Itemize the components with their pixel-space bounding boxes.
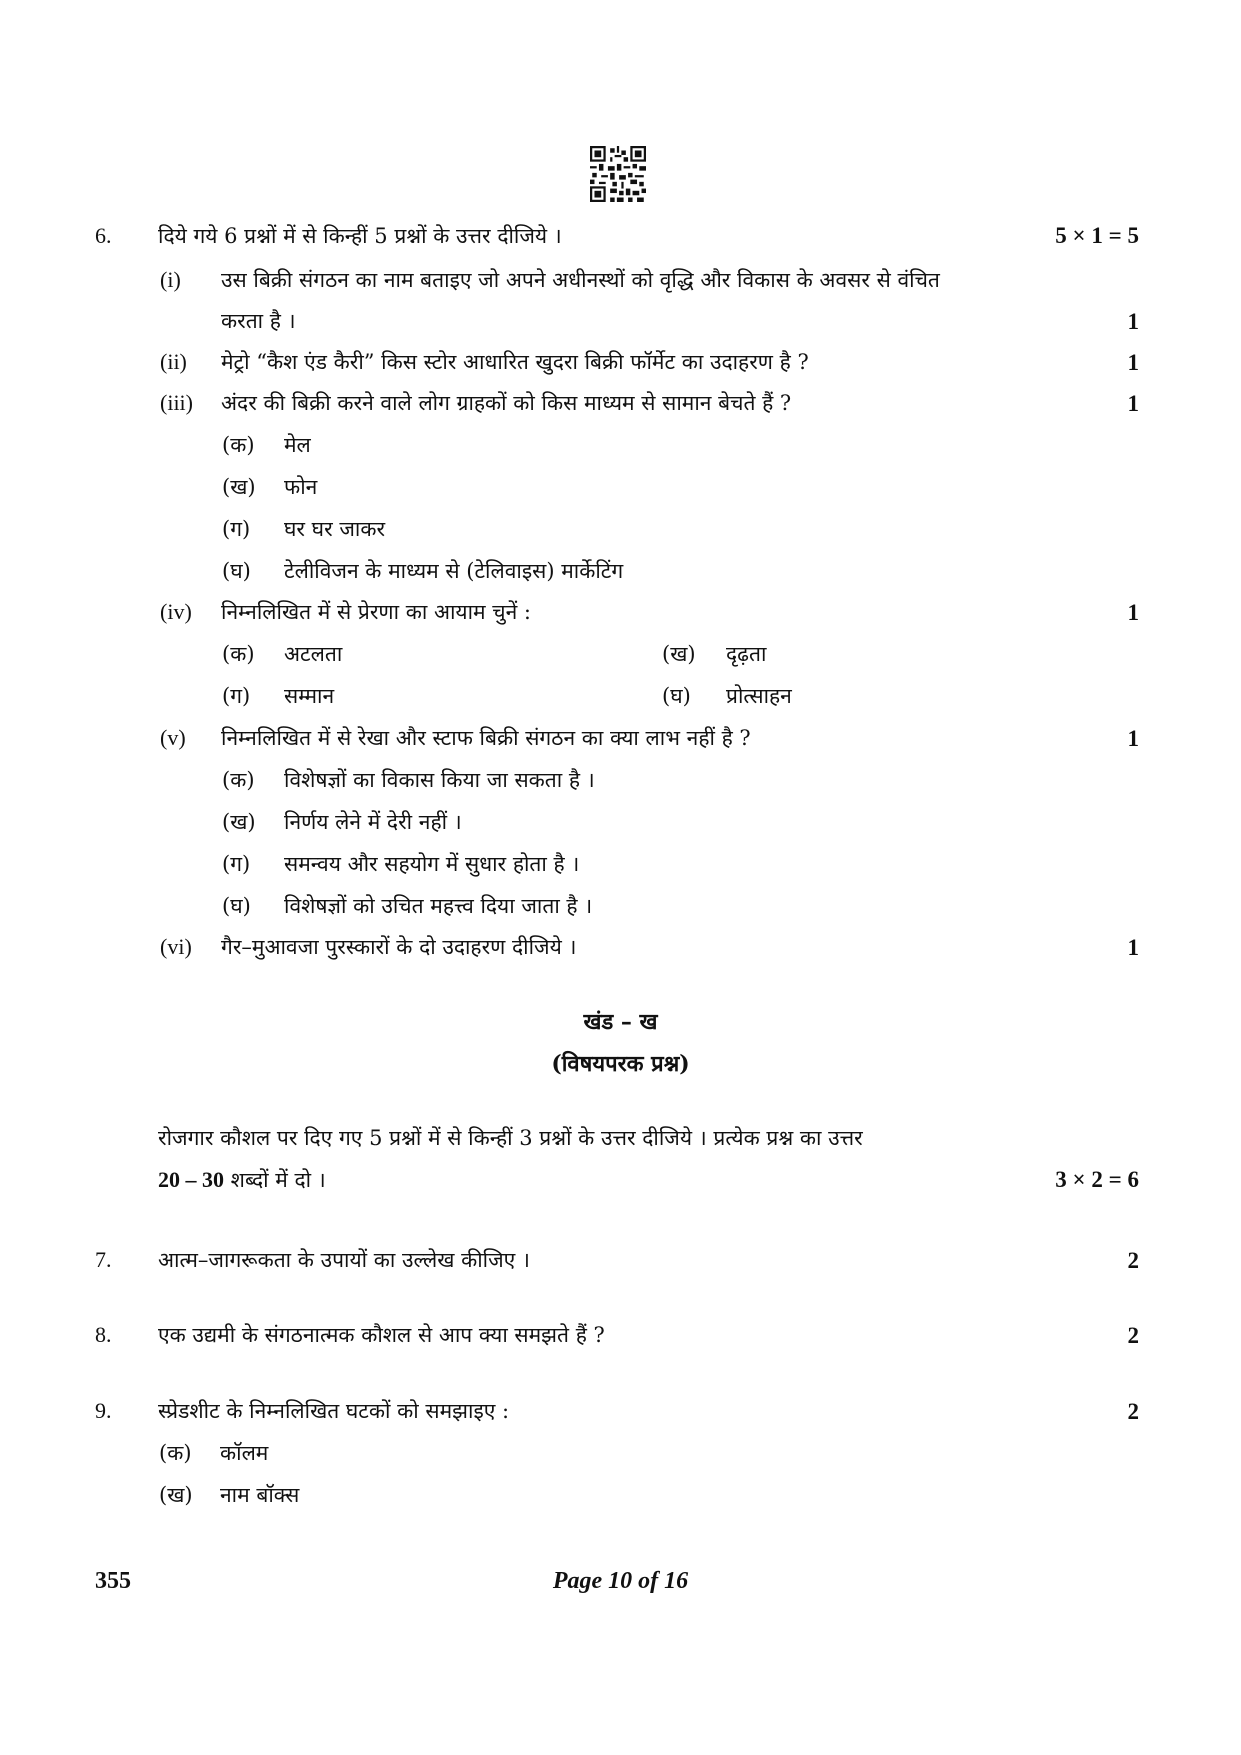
option-text: टेलीविजन के माध्यम से (टेलिवाइस) मार्केटिंग [284,559,624,583]
question-marks: 2 [1127,1323,1139,1348]
sub-question-label: (ii) [160,349,187,374]
question-marks: 2 [1127,1248,1139,1273]
option-text: कॉलम [220,1441,269,1465]
option-label: (ख) [222,475,256,499]
page-number: Page 10 of 16 [552,1568,689,1594]
section-subtitle: (विषयपरक प्रश्न) [551,1051,690,1077]
option-text: दृढ़ता [726,642,767,666]
option-label: (क) [222,642,255,666]
question-number: 9. [95,1398,112,1423]
option-label: (क) [159,1441,192,1465]
sub-question-label: (iii) [160,390,193,415]
option-label: (ख) [222,810,256,834]
section-title: खंड – ख [583,1009,658,1035]
sub-question-text: निम्नलिखित में से प्रेरणा का आयाम चुनें : [221,600,532,624]
sub-question-label: (vi) [160,934,192,959]
option-label: (ख) [662,642,696,666]
section-instruction-cont [158,1166,326,1194]
option-text: नाम बॉक्स [220,1483,300,1507]
option-text: फोन [284,475,318,499]
question-marks: 5 × 1 = 5 [1055,223,1139,248]
option-text: विशेषज्ञों को उचित महत्त्व दिया जाता है । [284,894,593,918]
sub-question-text: मेट्रो “कैश एंड कैरी” किस स्टोर आधारित खुदरा बिक्री फॉर्मेट का उदाहरण है ? [221,350,809,374]
sub-question-marks: 1 [1127,935,1139,960]
sub-question-label: (iv) [160,599,192,624]
option-label: (ग) [222,852,251,876]
option-text: विशेषज्ञों का विकास किया जा सकता है । [284,768,595,792]
question-text: एक उद्यमी के संगठनात्मक कौशल से आप क्या समझते हैं ? [158,1323,605,1347]
sub-question-marks: 1 [1127,309,1139,334]
sub-question-text: गैर–मुआवजा पुरस्कारों के दो उदाहरण दीजिये । [221,935,577,959]
sub-question-text-cont: करता है । [221,309,296,333]
sub-question-text: निम्नलिखित में से रेखा और स्टाफ बिक्री संगठन का क्या लाभ नहीं है ? [221,726,751,750]
question-number: 8. [95,1322,112,1347]
question-text: स्प्रेडशीट के निम्नलिखित घटकों को समझाइए : [158,1399,510,1423]
option-label: (ग) [222,517,251,541]
sub-question-marks: 1 [1127,600,1139,625]
option-text: प्रोत्साहन [726,684,792,708]
sub-question-text: उस बिक्री संगठन का नाम बताइए जो अपने अधीनस्थों को वृद्धि और विकास के अवसर से वंचित [221,268,940,292]
option-label: (घ) [662,684,691,708]
sub-question-label: (v) [160,725,186,750]
paper-code: 355 [95,1568,131,1594]
sub-question-marks: 1 [1127,350,1139,375]
option-label: (ग) [222,684,251,708]
section-marks: 3 × 2 = 6 [1055,1167,1139,1192]
option-text: समन्वय और सहयोग में सुधार होता है । [284,852,580,876]
option-label: (घ) [222,559,251,583]
option-label: (ख) [159,1483,193,1507]
sub-question-marks: 1 [1127,391,1139,416]
sub-question-text: अंदर की बिक्री करने वाले लोग ग्राहकों को किस माध्यम से सामान बेचते हैं ? [221,391,792,415]
question-text: आत्म–जागरूकता के उपायों का उल्लेख कीजिए । [158,1248,530,1272]
word-limit: 20 – 30 [158,1167,224,1192]
option-label: (क) [222,768,255,792]
question-number: 6. [95,223,112,248]
option-text: निर्णय लेने में देरी नहीं । [284,810,462,834]
word-limit-text: शब्दों में दो । [224,1168,326,1192]
sub-question-label: (i) [160,267,181,292]
option-text: सम्मान [284,684,335,708]
question-marks: 2 [1127,1399,1139,1424]
section-instruction: रोजगार कौशल पर दिए गए 5 प्रश्नों में से किन्हीं 3 प्रश्नों के उत्तर दीजिये । प्रत्येक प्रश्न का उत्तर [158,1126,863,1150]
qr-code-icon [590,146,646,202]
option-text: अटलता [284,642,343,666]
option-text: घर घर जाकर [284,517,386,541]
question-number: 7. [95,1247,112,1272]
sub-question-marks: 1 [1127,726,1139,751]
option-text: मेल [284,433,311,457]
option-label: (घ) [222,894,251,918]
option-label: (क) [222,433,255,457]
question-text: दिये गये 6 प्रश्नों में से किन्हीं 5 प्रश्नों के उत्तर दीजिये । [158,224,562,248]
